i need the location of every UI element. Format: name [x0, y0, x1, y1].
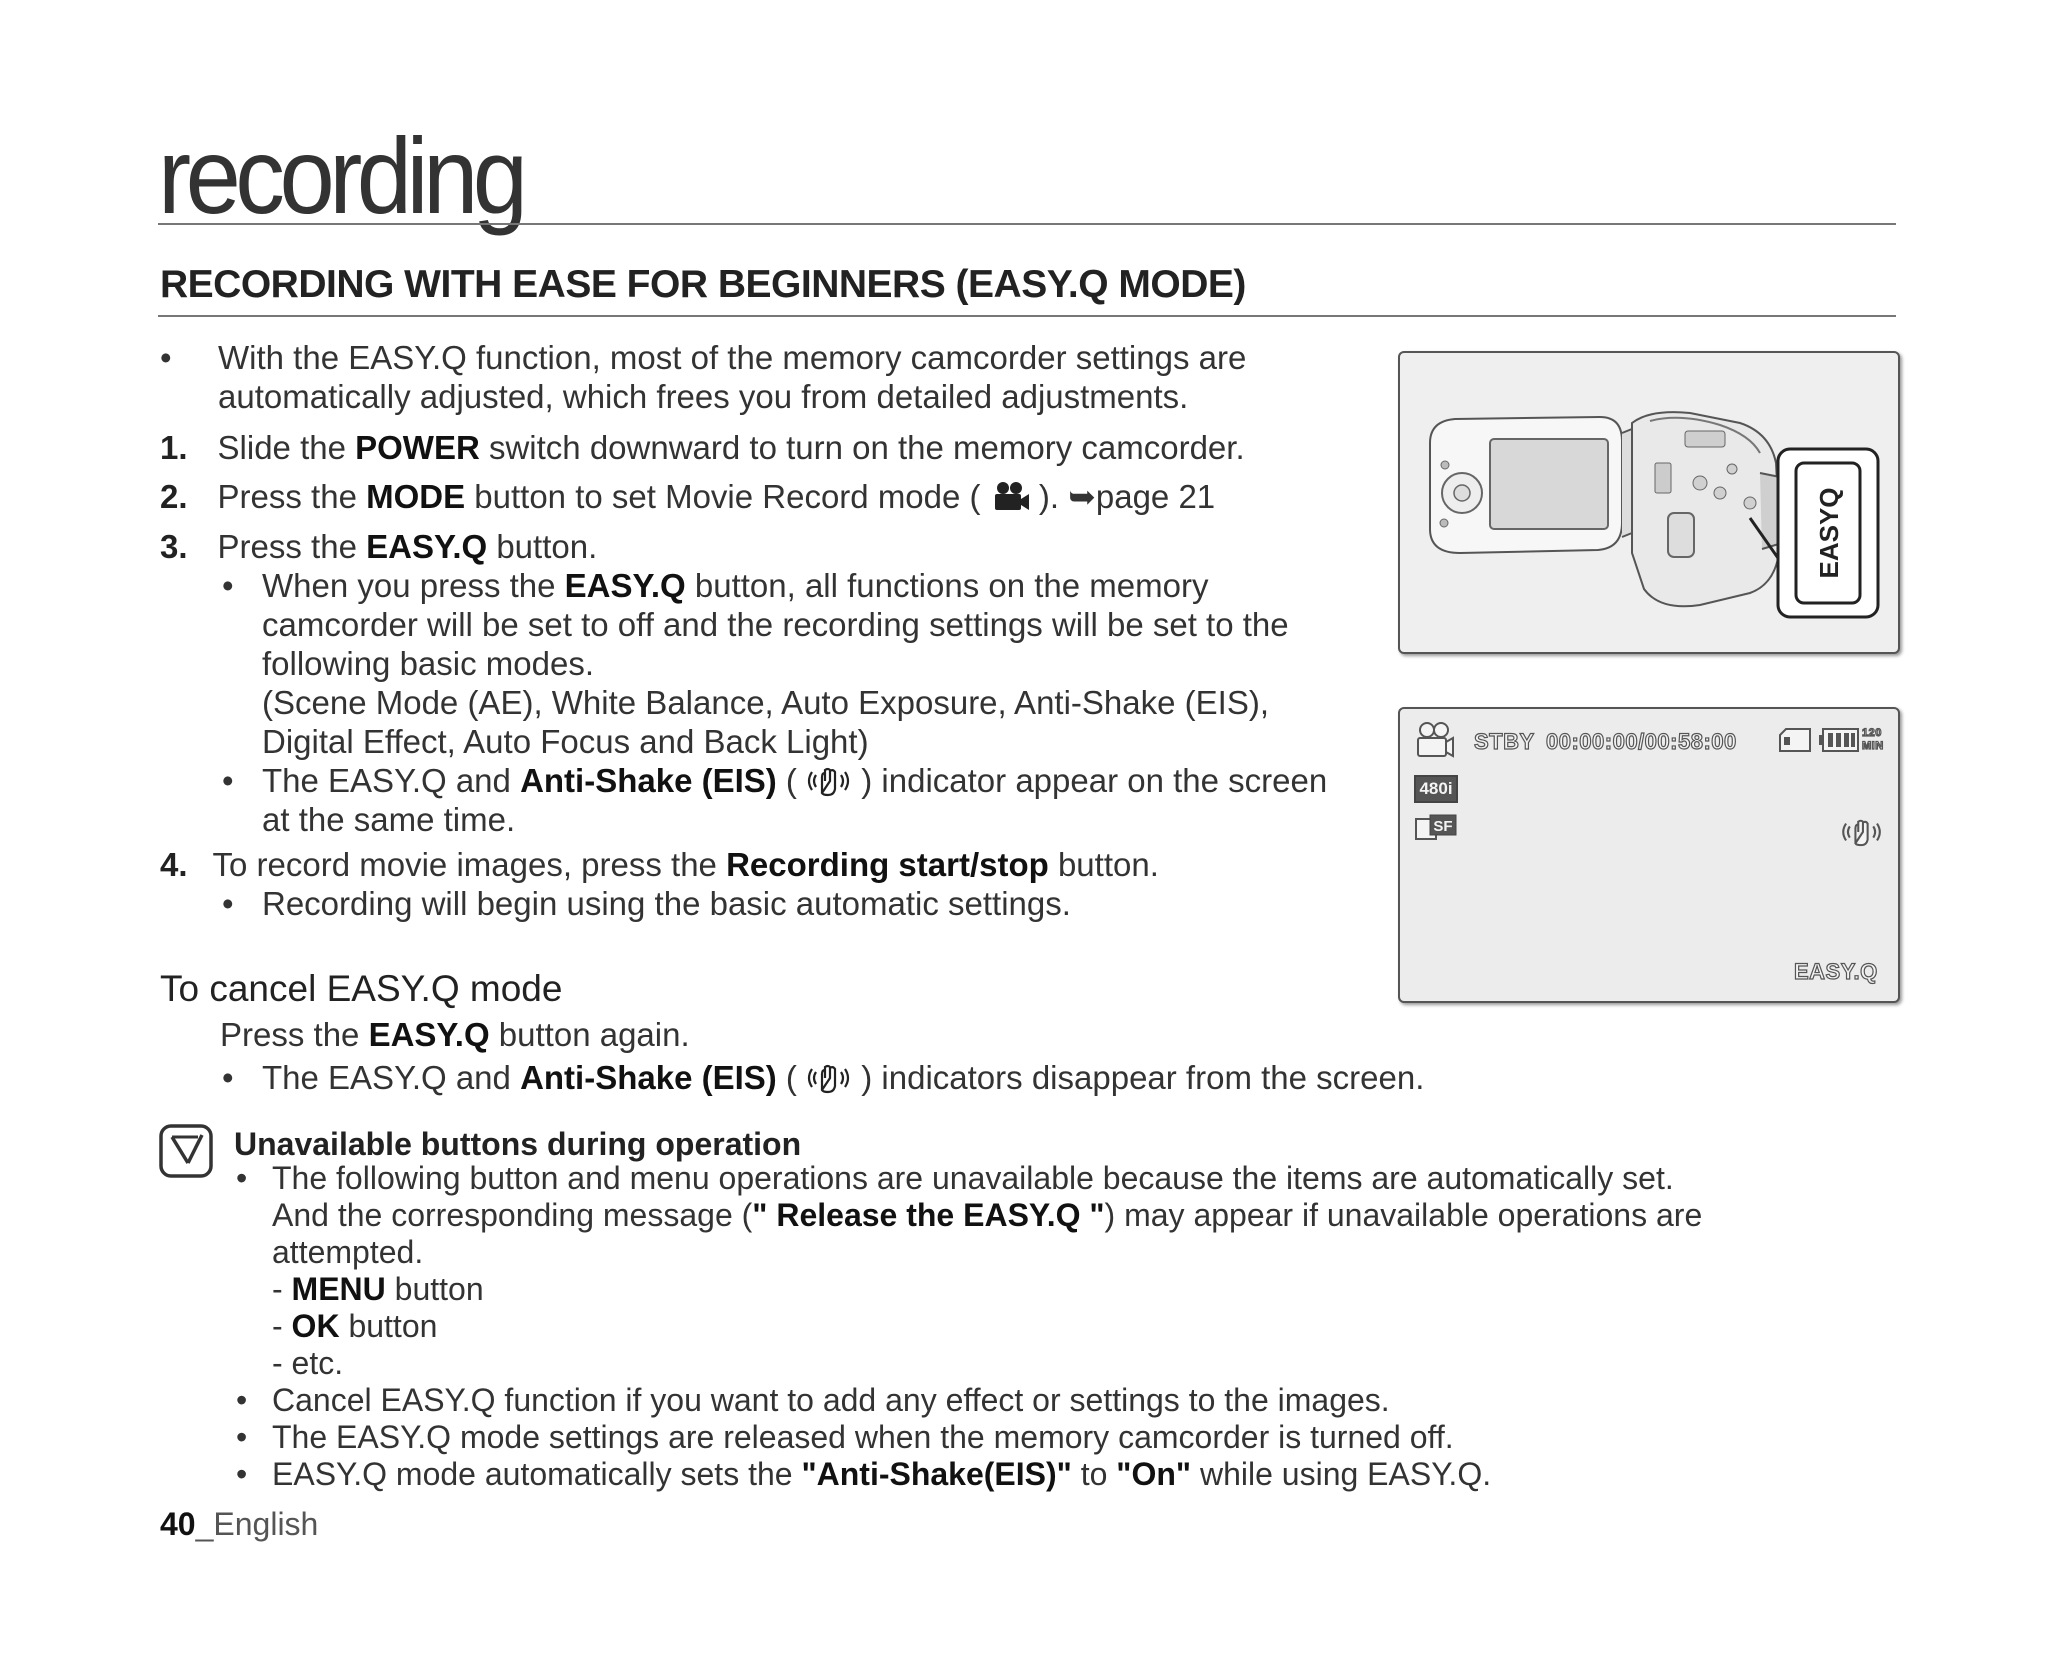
page-ref-link[interactable]: page 21 — [1095, 478, 1216, 515]
camcorder-drawing — [1400, 353, 1898, 652]
step-2: 2. Press the MODE button to set Movie Record mode ( ). ➥page 21 — [160, 478, 1216, 515]
heading-rule — [158, 315, 1896, 317]
step-3-bullet-2: The EASY.Q and Anti-Shake (EIS) ( ) indicator appear on the screen — [262, 762, 1328, 799]
step-3-bullet-1-line-5: Digital Effect, Auto Focus and Back Light) — [262, 723, 869, 760]
step-3-bullet-1-line-2: camcorder will be set to off and the recording settings will be set to the — [262, 606, 1289, 643]
step-number: 4. — [160, 846, 188, 883]
note-line-3: attempted. — [272, 1234, 424, 1270]
bullet-dot: • — [222, 885, 234, 922]
bullet-dot: • — [236, 1160, 248, 1196]
anti-shake-icon — [806, 1062, 852, 1094]
bullet-dot: • — [222, 762, 234, 799]
remaining-time-unit: MIN — [1862, 740, 1884, 752]
note-line-2: And the corresponding message (" Release the EASY.Q ") may appear if unavailable operations are — [272, 1197, 1703, 1233]
anti-shake-indicator-icon — [1840, 817, 1884, 847]
camcorder-illustration — [1398, 351, 1900, 654]
lcd-screen-display — [1398, 707, 1900, 1003]
super-fine-quality-icon — [1414, 813, 1458, 841]
step-3-bullet-1-line-4: (Scene Mode (AE), White Balance, Auto Exposure, Anti-Shake (EIS), — [262, 684, 1269, 721]
note-ok-button: - OK button — [272, 1308, 438, 1344]
remaining-time-value: 120 — [1862, 727, 1882, 739]
svg-text:SF: SF — [1433, 818, 1453, 835]
bullet-dot: • — [236, 1382, 248, 1418]
cancel-subheading: To cancel EASY.Q mode — [160, 968, 563, 1009]
step-4: 4. To record movie images, press the Recording start/stop button. — [160, 846, 1159, 883]
page-footer — [160, 1506, 318, 1543]
anti-shake-icon — [806, 765, 852, 797]
note-line-4: Cancel EASY.Q function if you want to add any effect or settings to the images. — [272, 1382, 1390, 1418]
language-label: _English — [195, 1506, 319, 1542]
bullet-dot: • — [236, 1419, 248, 1455]
chapter-title: recording — [158, 115, 523, 236]
note-menu-button: - MENU button — [272, 1271, 484, 1307]
note-title: Unavailable buttons during operation — [234, 1126, 802, 1162]
bullet-dot: • — [222, 567, 234, 604]
step-3-bullet-1: When you press the EASY.Q button, all functions on the memory — [262, 567, 1209, 604]
step-number: 1. — [160, 429, 188, 466]
memory-card-icon — [1778, 727, 1812, 753]
easyq-button-label: EASYQ — [1814, 487, 1844, 579]
step-number: 3. — [160, 528, 188, 565]
page-number: 40 — [160, 1506, 196, 1542]
note-icon — [158, 1123, 214, 1179]
easyq-indicator: EASY.Q — [1794, 959, 1878, 984]
bullet-dot: • — [222, 1059, 234, 1096]
quality-badge: 480i — [1414, 775, 1458, 803]
step-4-bullet-1: Recording will begin using the basic automatic settings. — [262, 885, 1071, 922]
note-line-1: The following button and menu operations are unavailable because the items are automatically set. — [272, 1160, 1674, 1196]
cancel-instruction: Press the EASY.Q button again. — [220, 1016, 690, 1053]
section-heading: RECORDING WITH EASE FOR BEGINNERS (EASY.Q MODE) — [160, 263, 1246, 306]
step-number: 2. — [160, 478, 188, 515]
note-line-6: EASY.Q mode automatically sets the "Anti-Shake(EIS)" to "On" while using EASY.Q. — [272, 1456, 1492, 1492]
step-3: 3. Press the EASY.Q button. — [160, 528, 598, 565]
stby-status: STBY — [1474, 729, 1535, 754]
step-3-bullet-1-line-3: following basic modes. — [262, 645, 594, 682]
note-line-5: The EASY.Q mode settings are released when the memory camcorder is turned off. — [272, 1419, 1454, 1455]
bullet-dot: • — [236, 1456, 248, 1492]
intro-line-1: With the EASY.Q function, most of the memory camcorder settings are — [218, 339, 1247, 376]
movie-mode-icon — [1412, 721, 1454, 759]
intro-line-2: automatically adjusted, which frees you from detailed adjustments. — [218, 378, 1189, 415]
movie-camera-icon — [990, 480, 1030, 512]
page-ref-arrow-icon: ➥ — [1068, 478, 1096, 515]
step-3-bullet-2-line-2: at the same time. — [262, 801, 516, 838]
note-etc: - etc. — [272, 1345, 344, 1381]
chapter-rule — [158, 223, 1896, 225]
battery-icon — [1818, 727, 1860, 753]
step-1: 1. Slide the POWER switch downward to turn on the memory camcorder. — [160, 429, 1245, 466]
intro-bullet: • — [160, 339, 172, 376]
time-counter: 00:00:00/00:58:00 — [1546, 729, 1737, 754]
cancel-bullet: The EASY.Q and Anti-Shake (EIS) ( ) indicators disappear from the screen. — [262, 1059, 1425, 1096]
